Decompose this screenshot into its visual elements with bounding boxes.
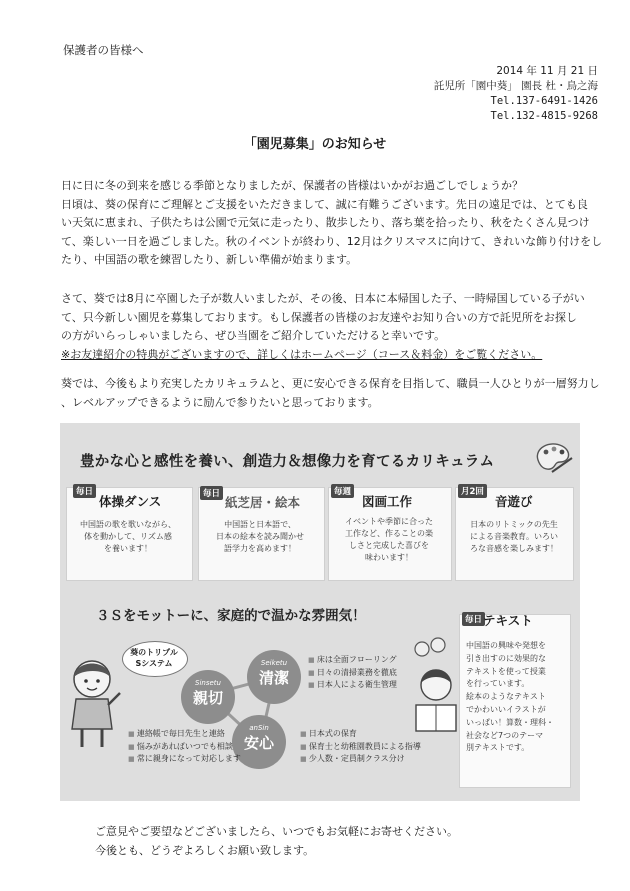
paragraph-line: 今後とも、どうぞよろしくお願い致します。 xyxy=(95,843,315,857)
card-description: 中国語の興味や発想を 引き出すのに効果的な テキストを使って授業 を行っています。 絵本のようなテキスト でかわいいイラストが いっぱい！算数・理科・ 社会など7つのテーマ 別テキストです。 xyxy=(466,641,554,753)
letter-title: 「園児募集」のお知らせ xyxy=(243,137,387,152)
flyer-motto: ３Ｓをモットーに、家庭的で温かな雰囲気！ xyxy=(96,608,366,624)
card-frequency-tag: 毎日 xyxy=(200,486,223,500)
paragraph-line: 葵では、今後もより充実したカリキュラムと、更に安心できる保育を目指して、職員一人ひとりが一層努力し xyxy=(61,377,600,390)
paragraph-line: 日頃は、葵の保育にご理解とご支援をいただきまして、誠に有難うございます。先日の遠足では、とても良 xyxy=(61,197,588,211)
paragraph-line: 日に日に冬の到来を感じる季節となりましたが、保護者の皆様はいかがお過ごしでしょうか？ xyxy=(61,179,523,192)
paragraph-line: て、楽しい一日を過ごしました。秋のイベントが終わり、12月はクリスマスに向けて、きれいな飾り付けをし xyxy=(61,234,603,248)
card-frequency-tag: 毎週 xyxy=(331,484,354,498)
s-seiketu-romaji: Seiketu xyxy=(260,659,288,667)
card-title: 体操ダンス xyxy=(99,494,162,509)
s-sinsetu-bubble xyxy=(181,670,235,724)
card-frequency-tag: 月2回 xyxy=(458,484,487,498)
letter-date: 2014 年 11 月 21 日 xyxy=(496,65,598,77)
s-seiketu-kanji: 清潔 xyxy=(258,669,289,687)
paragraph-commitment xyxy=(61,375,600,412)
s-sinsetu-kanji: 親切 xyxy=(192,689,223,707)
phone-number-2: Tel.132-4815-9268 xyxy=(490,110,598,122)
paragraph-greeting xyxy=(61,177,603,270)
sender-block xyxy=(434,64,598,124)
phone-number-1: Tel.137-6491-1426 xyxy=(490,95,598,107)
paragraph-line: の方がいらっしゃいましたら、ぜひ当園をご紹介していただけると幸いです。 xyxy=(61,329,446,342)
palette-icon xyxy=(532,438,574,476)
card-title: 音遊び xyxy=(495,494,533,509)
addressee: 保護者の皆様へ xyxy=(63,43,144,57)
ansin-points: ■ 日本式の保育 ■ 保育士と幼稚園教員による指導 ■ 少人数・定員制クラス分け xyxy=(300,728,421,766)
card-title: 図画工作 xyxy=(362,494,413,509)
paragraph-recruitment xyxy=(61,290,585,364)
system-label: 葵のトリプル Sシステム xyxy=(130,648,178,668)
s-seiketu-bubble xyxy=(247,650,301,704)
paragraph-line: ご意見やご要望などございましたら、いつでもお気軽にお寄せください。 xyxy=(95,825,458,838)
card-frequency-tag: 毎日 xyxy=(462,612,485,626)
paragraph-line: さて、葵では8月に卒園した子が数人いましたが、その後、日本に本帰国した子、一時帰国している子がい xyxy=(61,292,585,305)
card-frequency-tag: 毎日 xyxy=(73,484,96,498)
referral-note: ※お友達紹介の特典がございますので、詳しくはホームページ（コース＆料金）をご覧ください。 xyxy=(61,347,543,361)
s-sinsetu-romaji: Sinsetu xyxy=(195,679,221,687)
sinsetu-points: ■ 連絡帳で毎日先生と連絡 ■ 悩みがあればいつでも相談 ■ 常に親身になって対応します xyxy=(128,728,241,766)
paragraph-line: い天気に恵まれ、子供たちは公園で元気に走ったり、散歩したり、落ち葉を拾ったり、秋をたくさん見つけ xyxy=(61,216,590,229)
paragraph-line: 、レベルアップできるように励んで参りたいと思っております。 xyxy=(61,395,379,409)
paragraph-line: て、只今新しい園児を募集しております。もし保護者の皆様のお友達やお知り合いの方で託児所をお探し xyxy=(61,310,577,324)
s-ansin-kanji: 安心 xyxy=(243,734,274,752)
card-description: 日本のリトミックの先生 による音楽教育。いろい ろな音感を楽しみます！ xyxy=(470,520,558,553)
paragraph-line: たり、中国語の歌を練習したり、新しい準備が始まります。 xyxy=(61,253,358,266)
card-description: 中国語の歌を歌いながら、 体を動かして、リズム感 を養います！ xyxy=(80,520,176,553)
seiketu-points: ■ 床は全面フローリング ■ 日々の清掃業務を徹底 ■ 日本人による衛生管理 xyxy=(308,654,397,692)
closing-paragraph xyxy=(95,823,458,860)
card-title: 紙芝居・絵本 xyxy=(225,495,301,510)
curriculum-headline: 豊かな心と感性を養い、創造力＆想像力を育てるカリキュラム xyxy=(80,454,495,470)
s-ansin-romaji: anSin xyxy=(249,724,269,732)
card-description: 中国語と日本語で、 日本の絵本を読み聞かせ 語学力を高めます！ xyxy=(216,520,304,553)
reading-child-icon xyxy=(408,635,462,745)
card-description: イベントや季節に合った 工作など、作ることの楽 しさと完成した喜びを 味わいます！ xyxy=(345,517,433,562)
child-illustration-icon xyxy=(62,655,124,755)
sender-name: 託児所「園中葵」 園長 杜・鳥之海 xyxy=(433,80,598,92)
card-title: テキスト xyxy=(483,613,533,628)
